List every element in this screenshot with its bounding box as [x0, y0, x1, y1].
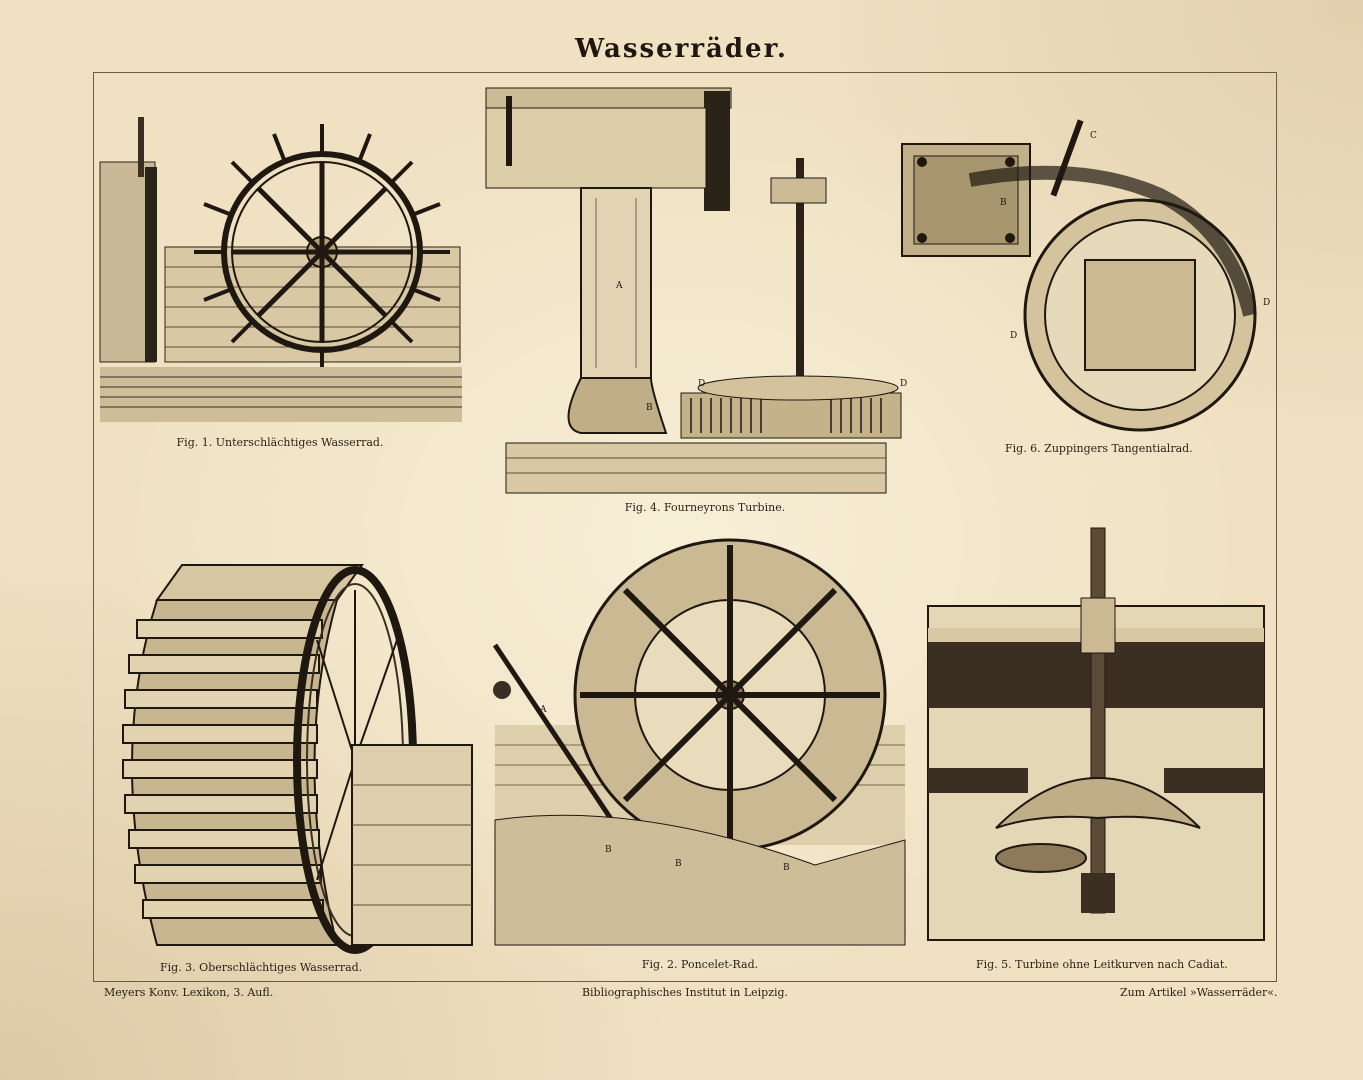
fig2-drawing — [485, 540, 910, 945]
fig3-drawing — [107, 560, 475, 952]
fig5-drawing — [926, 528, 1266, 942]
fig6-label-d1: D — [1010, 331, 1018, 341]
footer-source: Meyers Konv. Lexikon, 3. Aufl. — [104, 986, 274, 999]
fig1-illustration — [100, 112, 462, 422]
fig4-caption: Fig. 4. Fourneyrons Turbine. — [624, 501, 786, 514]
fig5-illustration — [926, 528, 1266, 942]
fig1-drawing — [100, 112, 462, 422]
fig6-label-c: C — [1090, 131, 1097, 141]
footer-publisher: Bibliographisches Institut in Leipzig. — [581, 986, 789, 999]
fig4-label-d1: D — [698, 379, 706, 389]
fig6-label-b: B — [1000, 198, 1007, 208]
footer-article-ref: Zum Artikel »Wasserräder«. — [1120, 986, 1278, 999]
fig2-label-b1: B — [605, 845, 612, 855]
fig4-label-d2: D — [900, 379, 908, 389]
fig2-label-a: A — [540, 705, 547, 715]
fig2-label-b3: B — [783, 863, 790, 873]
fig6-label-d2: D — [1263, 298, 1271, 308]
fig2-illustration — [485, 540, 910, 945]
fig6-caption: Fig. 6. Zuppingers Tangentialrad. — [1005, 442, 1193, 455]
fig6-drawing — [900, 100, 1272, 430]
fig2-caption: Fig. 2. Poncelet-Rad. — [641, 958, 759, 971]
fig5-caption: Fig. 5. Turbine ohne Leitkurven nach Cadiat. — [976, 958, 1228, 971]
fig4-illustration — [486, 88, 906, 493]
fig4-label-b: B — [646, 403, 653, 413]
fig3-illustration — [107, 560, 475, 952]
page-title: Wasserräder. — [575, 34, 788, 64]
fig6-illustration — [900, 100, 1272, 430]
fig3-caption: Fig. 3. Oberschlächtiges Wasserrad. — [160, 961, 363, 974]
fig1-caption: Fig. 1. Unterschlächtiges Wasserrad. — [176, 436, 384, 449]
fig2-label-b2: B — [675, 859, 682, 869]
fig4-drawing — [486, 88, 906, 493]
fig4-label-a: A — [616, 281, 623, 291]
